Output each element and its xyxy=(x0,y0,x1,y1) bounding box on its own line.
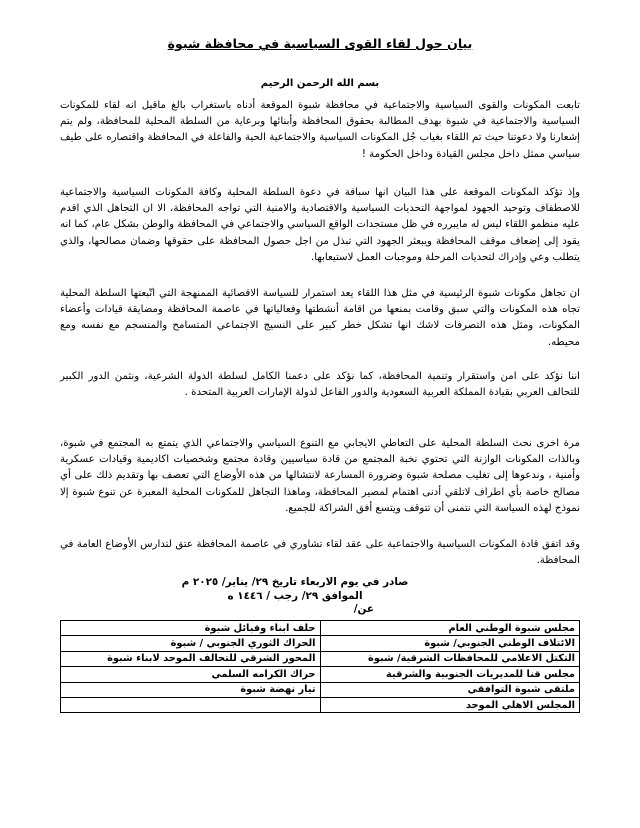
issued-date-block xyxy=(60,575,530,603)
signatory-cell: حراك الكرامه السلمي xyxy=(61,667,321,682)
paragraph-3: ان تجاهل مكونات شبوة الرئيسية في مثل هذا اللقاء يعد استمرار للسياسة الاقصائية الممنهجة التي اتّبعتها السلطة المحلية تجاه هذه المكونات والتي سبق وقامت بمنعها من اقامة أنشطتها وفعالياتها في عاصمة المحافظة ومضايقة قيادات وأعضاء المكونات، ومثل هذه التصرفات لاشك انها تشكل خطر كبير على النسيج الاجتماعي المتسامح والمنسجم مع نفسه ومع محيطه. xyxy=(60,288,580,348)
signatory-cell: الائتلاف الوطني الجنوبي/ شبوة xyxy=(320,636,580,651)
signatories-table xyxy=(60,620,580,713)
signatory-cell: الحراك الثوري الجنوبي / شبوة xyxy=(61,636,321,651)
table-row xyxy=(61,651,580,666)
on-behalf-label: عن/ xyxy=(353,603,374,615)
signatory-cell: ملتقى شبوة التوافقي xyxy=(320,682,580,697)
basmala: بسم الله الرحمن الرحيم xyxy=(260,78,380,89)
issued-gregorian-date: صادر في يوم الاربعاء تاريخ ٢٩/ يناير/ ٢٠٢٥ م xyxy=(181,576,409,588)
table-row xyxy=(61,621,580,636)
document-title: بيان حول لقاء القوى السياسية في محافظة شبوة xyxy=(167,36,473,51)
signatory-cell: حلف ابناء وقبائل شبوة xyxy=(61,621,321,636)
signatory-cell: مجلس شبوة الوطني العام xyxy=(320,621,580,636)
signatory-cell: مجلس قنا للمديريات الجنوبية والشرقية xyxy=(320,667,580,682)
table-row xyxy=(61,682,580,697)
paragraph-4: اننا نؤكد على امن واستقرار وتنمية المحافظة، كما نؤكد على دعمنا الكامل لسلطة الدولة الشرعية، ونثمن الدور الكبير للتحالف العربي بقيادة المملكة العربية السعودية والدور الفاعل لدولة الإمارات العربية المتحدة . xyxy=(60,371,580,399)
paragraph-2: وإذ تؤكد المكونات الموقعة على هذا البيان انها سباقة في دعوة السلطة المحلية وكافة المكونات السياسية والاجتماعية للاصطفاف وتوحيد الجهود لمواجهة التحديات السياسية والاقتصادية والامنية التي تواجه المحافظة، الا ان التجاهل الذي اقدم عليه منظمو اللقاء ليس له مايبرره في ظل مستجدات الواقع السياسي والاجتماعي في المحافظة والوطن بشكل عام، كما انه يقود إلى إضعاف موقف المحافظة ويبعثر الجهود التي تبذل من اجل حصول المحافظة على حقوقها وضمان مصالحها، والذي يتطلب وعي وإدراك لتحديات المرحلة وموجبات العمل لاستيعابها. xyxy=(60,187,580,263)
table-row xyxy=(61,667,580,682)
signatory-cell: تيار نهضة شبوة xyxy=(61,682,321,697)
paragraph-1: تابعت المكونات والقوى السياسية والاجتماعية في محافظة شبوة الموقعة أدناه باستغراب بالغ ماقيل انه لقاء للمكونات السياسية والاجتماعية في شبوة بهدف المطالبة بحقوق المحافظة وأبنائها وبرعاية من السلطة المحلية للمحافظة، ولم يتم إشعارنا ولا دعوتنا حيث تم اللقاء بغياب جُل المكونات السياسية والاجتماعية الحية والفاعلة في المحافظة واقتصاره على طيف سياسي ممثل داخل مجلس القيادة وداخل الحكومة ! xyxy=(60,100,580,160)
table-row xyxy=(61,697,580,712)
paragraph-5: مرة اخرى نحث السلطة المحلية على التعاطي الايجابي مع التنوع السياسي والاجتماعي الذي يتمتع به المجتمع في شبوة، وبالذات المكونات الوازنة التي تحتوي نخبة المجتمع من قادة سياسيين وقادة مجتمع وشخصيات اكاديمية وقيادات عسكرية وأمنية ، وندعوها إلى تغليب مصلحة شبوة وضرورة المسارعة لانتشالها من هذه الأوضاع التي تعصف بها وتقديم ذلك على أي مصالح خاصة بأي اطراف لاتلقي أدنى اهتمام لمصير المحافظة، وماهذا التجاهل للمكونات المحلية المعبرة عن تنوع شبوة إلا نموذج لهذه السياسة التي نتمنى أن تتوقف ويتسع أفق الشراكة للجميع. xyxy=(60,438,580,514)
issued-hijri-date: الموافق ٢٩/ رجب / ١٤٤٦ ه xyxy=(227,590,363,602)
paragraph-6: وقد اتفق قادة المكونات السياسية والاجتماعية على عقد لقاء تشاوري في عاصمة المحافظة عتق لتدارس الأوضاع العامة في المحافظة. xyxy=(60,539,580,567)
signatory-cell xyxy=(61,697,321,712)
signatory-cell: التكتل الاعلامي للمحافظات الشرقية/ شبوة xyxy=(320,651,580,666)
signatory-cell: المحور الشرقي للتحالف الموحد لابناء شبوة xyxy=(61,651,321,666)
table-row xyxy=(61,636,580,651)
signatory-cell: المجلس الاهلي الموحد xyxy=(320,697,580,712)
